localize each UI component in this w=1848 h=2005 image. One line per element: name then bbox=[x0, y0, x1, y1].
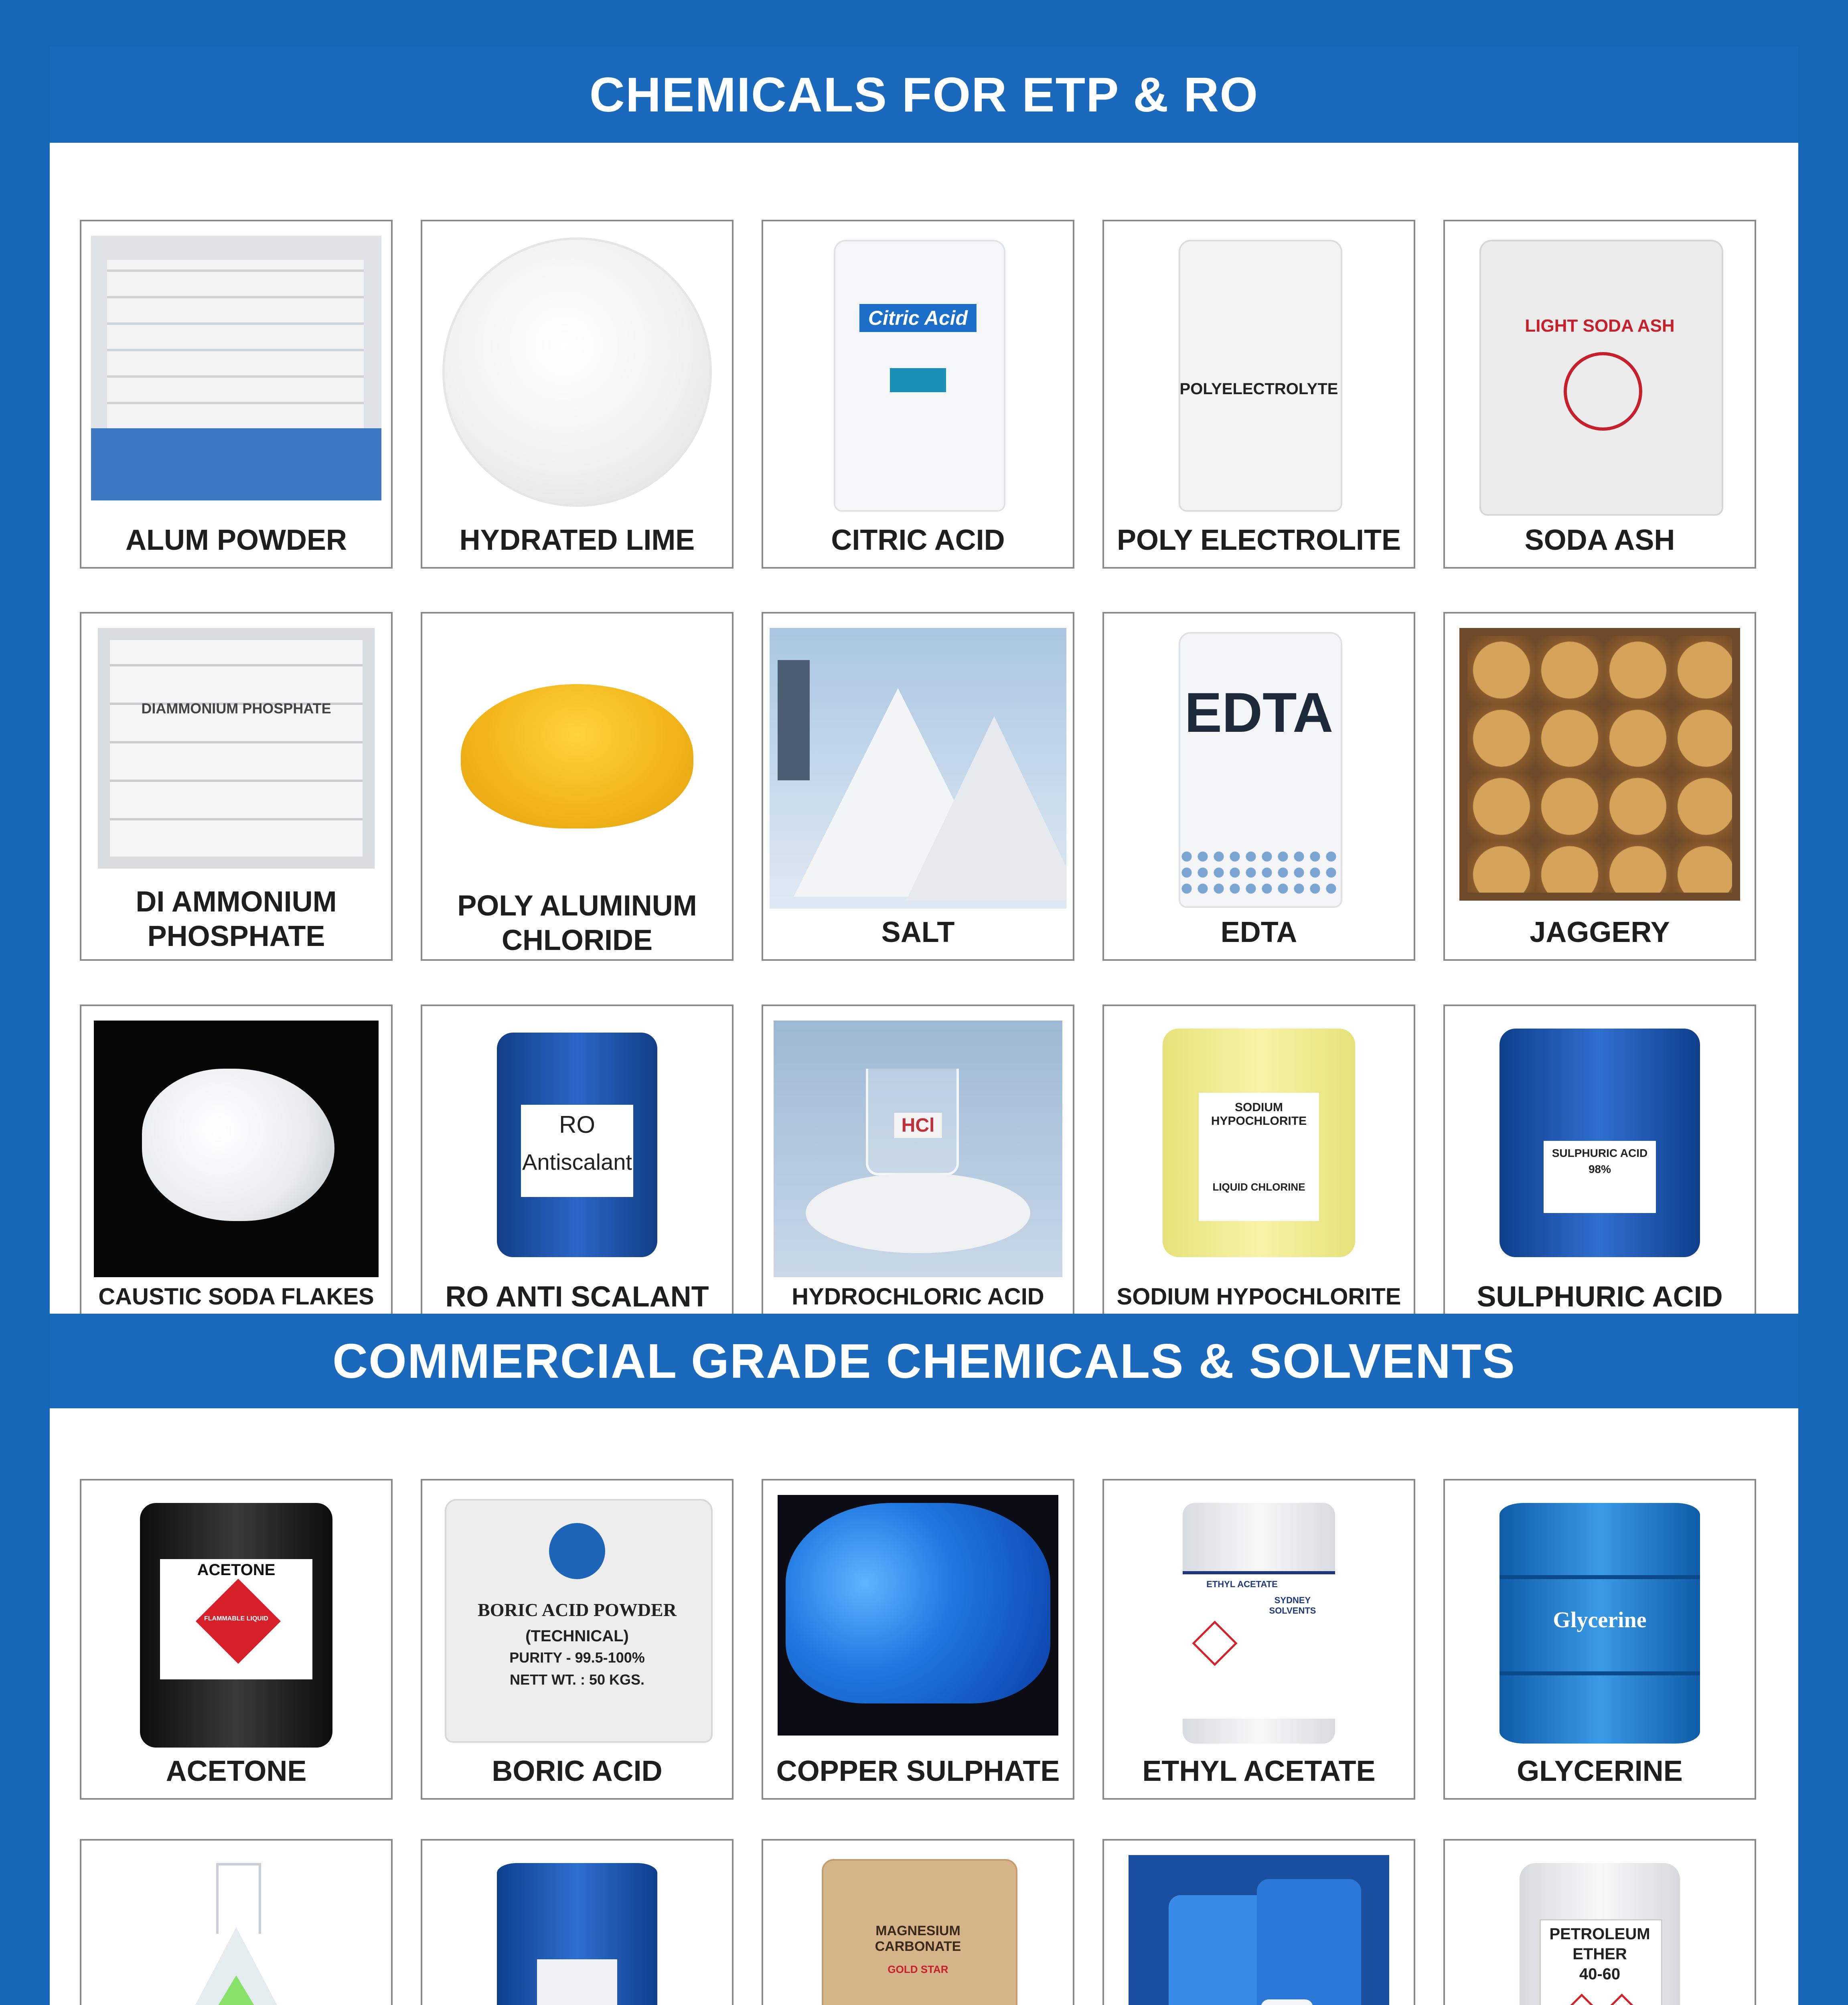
caustic-flakes-icon bbox=[94, 1021, 379, 1277]
product-card-acetone[interactable] bbox=[80, 1479, 393, 1800]
petroleum-ether-can-icon: PETROLEUM ETHER 40-60 bbox=[1512, 1855, 1688, 2005]
product-label: HYDRATED LIME bbox=[459, 524, 695, 556]
boric-bag-icon: BORIC ACID POWDER (TECHNICAL) PURITY - 99.5-100% NETT WT. : 50 KGS. bbox=[441, 1495, 713, 1744]
product-label: SULPHURIC ACID bbox=[1477, 1281, 1723, 1313]
product-label: GLYCERINE bbox=[1517, 1755, 1683, 1787]
lime-powder-icon bbox=[441, 236, 713, 508]
product-card-citric-acid[interactable] bbox=[762, 220, 1074, 569]
product-label: SALT bbox=[881, 916, 955, 948]
dap-bags-icon: DIAMMONIUM PHOSPHATE bbox=[98, 628, 375, 869]
product-card-copper-sulphate[interactable] bbox=[762, 1479, 1074, 1800]
product-card-n-butanol[interactable] bbox=[1102, 1839, 1415, 2005]
product-label bbox=[81, 885, 391, 954]
ethyl-acetate-can-icon: ETHYL ACETATE SYDNEY SOLVENTS bbox=[1175, 1495, 1343, 1752]
product-card-boric-acid[interactable] bbox=[421, 1479, 734, 1800]
edta-bag-icon: EDTA bbox=[1175, 628, 1343, 909]
product-label: EDTA bbox=[1220, 916, 1297, 948]
product-card-jaggery[interactable] bbox=[1443, 612, 1756, 961]
product-card-caustic-soda-flakes[interactable] bbox=[80, 1005, 393, 1325]
product-label: HYDROCHLORIC ACID bbox=[792, 1284, 1044, 1310]
product-label: RO ANTI SCALANT bbox=[445, 1281, 709, 1313]
product-label: BORIC ACID bbox=[492, 1755, 663, 1787]
product-label: ALUM POWDER bbox=[126, 524, 347, 556]
product-label: JAGGERY bbox=[1530, 916, 1670, 948]
ipa-drum-icon bbox=[473, 1855, 681, 2005]
n-butanol-cans-icon bbox=[1129, 1855, 1389, 2005]
section-title-etp-ro: CHEMICALS FOR ETP & RO bbox=[50, 47, 1798, 143]
acetone-drum-icon: ACETONE FLAMMABLE LIQUID bbox=[132, 1495, 340, 1752]
polyelectrolyte-bag-icon: POLYELECTROLYTE bbox=[1171, 236, 1347, 512]
ro-antiscalant-can-icon: RO Antiscalant bbox=[485, 1021, 669, 1261]
label-line-1: POLY ALUMINUM bbox=[457, 890, 697, 922]
hcl-beaker-icon: HCl bbox=[774, 1021, 1062, 1277]
product-card-alum-powder[interactable] bbox=[80, 220, 393, 569]
product-label: COPPER SULPHATE bbox=[776, 1755, 1060, 1787]
product-card-hydrochloric-acid[interactable] bbox=[762, 1005, 1074, 1325]
product-card-edta[interactable] bbox=[1102, 612, 1415, 961]
magnesium-bag-icon: MAGNESIUM CARBONATE GOLD STAR bbox=[814, 1855, 1022, 2005]
salt-heap-icon bbox=[770, 628, 1066, 909]
green-flask-icon bbox=[132, 1855, 340, 2005]
citric-bag-icon: Citric Acid bbox=[826, 236, 1010, 512]
product-label: CITRIC ACID bbox=[831, 524, 1005, 556]
product-card-soda-ash[interactable] bbox=[1443, 220, 1756, 569]
product-card-sodium-hypochlorite[interactable] bbox=[1102, 1005, 1415, 1325]
jaggery-icon bbox=[1459, 628, 1740, 901]
product-label: SODA ASH bbox=[1524, 524, 1675, 556]
product-card-petroleum-ether[interactable] bbox=[1443, 1839, 1756, 2005]
product-label: ACETONE bbox=[166, 1755, 307, 1787]
sulphuric-can-icon: SULPHURIC ACID 98% bbox=[1491, 1021, 1708, 1261]
product-card-ro-anti-scalant[interactable] bbox=[421, 1005, 734, 1325]
section-title-commercial-grade: COMMERCIAL GRADE CHEMICALS & SOLVENTS bbox=[50, 1314, 1798, 1408]
product-card-poly-aluminum-chloride[interactable] bbox=[421, 612, 734, 961]
product-card-poly-electrolite[interactable] bbox=[1102, 220, 1415, 569]
label-line-1: DI AMMONIUM bbox=[136, 886, 337, 918]
pac-powder-icon bbox=[437, 628, 717, 853]
hypochlorite-can-icon: SODIUM HYPOCHLORITE LIQUID CHLORINE bbox=[1155, 1021, 1363, 1261]
poster-panel bbox=[50, 47, 1798, 2005]
product-card-green-acid[interactable] bbox=[80, 1839, 393, 2005]
product-card-glycerine[interactable] bbox=[1443, 1479, 1756, 1800]
product-card-sulphuric-acid[interactable] bbox=[1443, 1005, 1756, 1325]
label-line-2: PHOSPHATE bbox=[147, 920, 325, 952]
copper-sulphate-icon bbox=[778, 1495, 1058, 1736]
product-card-hydrated-lime[interactable] bbox=[421, 220, 734, 569]
alum-bags-icon bbox=[91, 236, 381, 500]
product-card-ethyl-acetate[interactable] bbox=[1102, 1479, 1415, 1800]
product-card-salt[interactable] bbox=[762, 612, 1074, 961]
soda-ash-bag-icon: LIGHT SODA ASH bbox=[1471, 236, 1728, 516]
label-line-2: CHLORIDE bbox=[502, 924, 652, 956]
product-label: SODIUM HYPOCHLORITE bbox=[1116, 1284, 1401, 1310]
product-label: ETHYL ACETATE bbox=[1142, 1755, 1376, 1787]
product-label: CAUSTIC SODA FLAKES bbox=[98, 1284, 374, 1310]
product-label: POLY ELECTROLITE bbox=[1116, 524, 1401, 556]
product-card-magnesium-carbonate[interactable] bbox=[762, 1839, 1074, 2005]
product-label bbox=[422, 889, 732, 958]
glycerine-drum-icon: Glycerine bbox=[1487, 1495, 1712, 1752]
product-card-di-ammonium-phosphate[interactable] bbox=[80, 612, 393, 961]
product-card-ipa[interactable] bbox=[421, 1839, 734, 2005]
